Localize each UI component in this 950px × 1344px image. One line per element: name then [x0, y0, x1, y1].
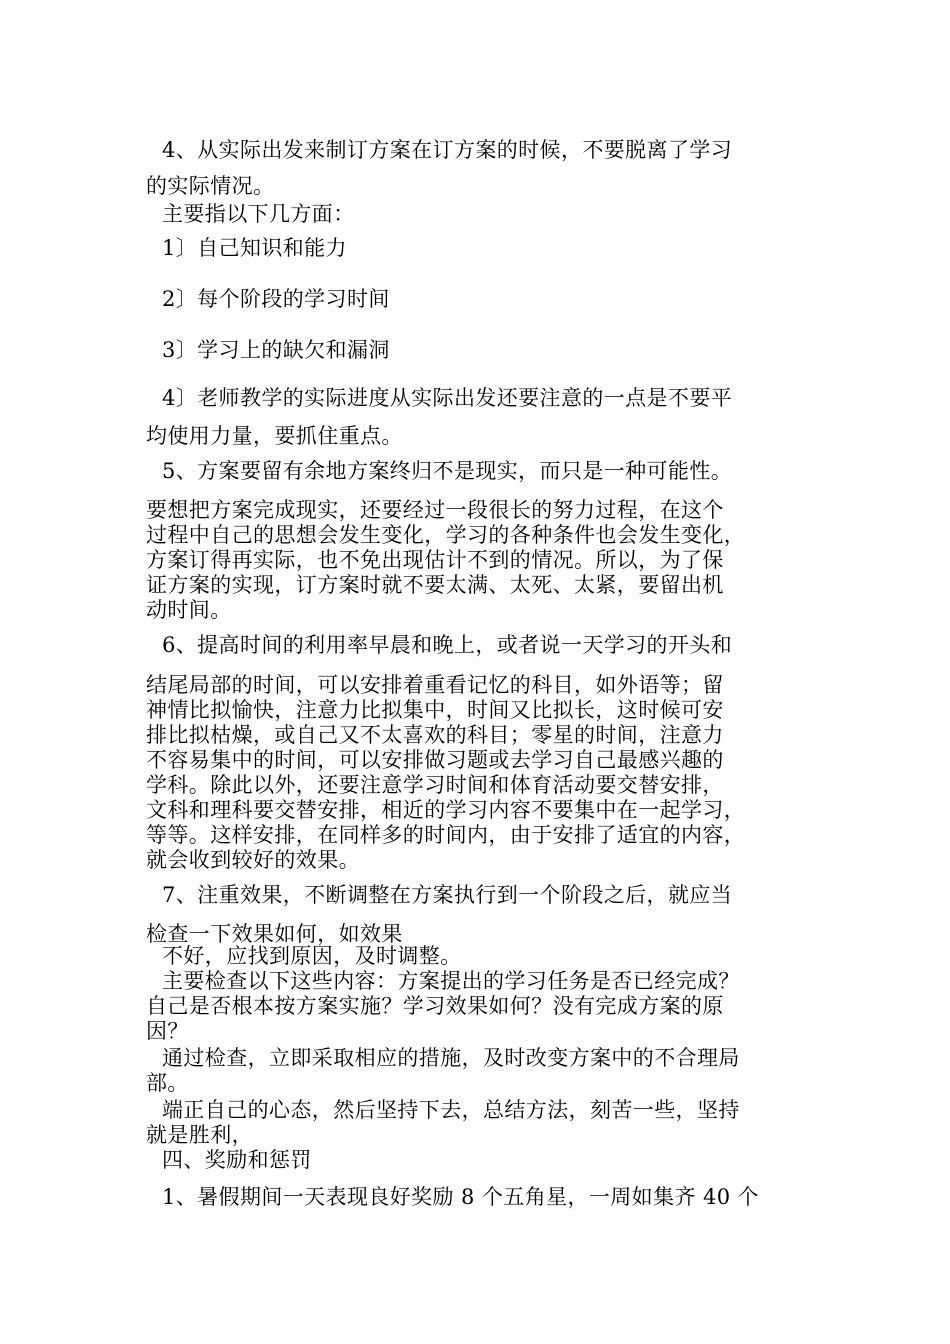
check-paragraph-line-2: 自己是否根本按方案实施？学习效果如何？没有完成方案的原: [146, 994, 724, 1018]
paragraph-4-line-2: 的实际情况。: [146, 174, 275, 198]
paragraph-5-line-6: 动时间。: [146, 598, 232, 622]
reward-line-1: 1、暑假期间一天表现良好奖励 8 个五角星，一周如集齐 40 个: [162, 1185, 759, 1209]
list-item-3: 3〕学习上的缺欠和漏洞: [162, 338, 390, 362]
measure-paragraph-line-1: 通过检查，立即采取相应的措施，及时改变方案中的不合理局: [162, 1046, 740, 1070]
paragraph-6-line-2: 结尾局部的时间，可以安排着重看记忆的科目，如外语等；留: [146, 673, 724, 697]
paragraph-5-line-4: 方案订得再实际，也不免出现估计不到的情况。所以，为了保: [146, 548, 724, 572]
measure-paragraph-line-2: 部。: [146, 1071, 189, 1095]
paragraph-6-line-7: 文科和理科要交替安排，相近的学习内容不要集中在一起学习，: [146, 798, 746, 822]
paragraph-5-line-1: 5、方案要留有余地方案终归不是现实，而只是一种可能性。: [162, 459, 733, 483]
paragraph-7-line-3: 不好，应找到原因，及时调整。: [162, 944, 462, 968]
paragraph-6-line-1: 6、提高时间的利用率早晨和晚上，或者说一天学习的开头和: [162, 633, 733, 657]
paragraph-4-line-1: 4、从实际出发来制订方案在订方案的时候，不要脱离了学习: [162, 138, 733, 162]
paragraph-5-line-2: 要想把方案完成现实，还要经过一段很长的努力过程，在这个: [146, 498, 724, 522]
paragraph-6-line-8: 等等。这样安排，在同样多的时间内，由于安排了适宜的内容，: [146, 823, 746, 847]
check-paragraph-line-3: 因？: [146, 1019, 189, 1043]
paragraph-6-line-9: 就会收到较好的效果。: [146, 848, 360, 872]
main-points-heading: 主要指以下几方面：: [162, 202, 355, 226]
check-paragraph-line-1: 主要检查以下这些内容：方案提出的学习任务是否已经完成？: [162, 969, 740, 993]
paragraph-6-line-6: 学科。除此以外，还要注意学习时间和体育活动要交替安排，: [146, 773, 724, 797]
paragraph-6-line-3: 神情比拟愉快，注意力比拟集中，时间又比拟长，这时候可安: [146, 698, 724, 722]
paragraph-7-line-1: 7、注重效果，不断调整在方案执行到一个阶段之后，就应当: [162, 883, 733, 907]
paragraph-5-line-3: 过程中自己的思想会发生变化，学习的各种条件也会发生变化，: [146, 523, 746, 547]
list-item-4-line-1: 4〕老师教学的实际进度从实际出发还要注意的一点是不要平: [162, 386, 733, 410]
paragraph-6-line-4: 排比拟枯燥，或自己又不太喜欢的科目；零星的时间，注意力: [146, 723, 724, 747]
attitude-paragraph-line-1: 端正自己的心态，然后坚持下去，总结方法，刻苦一些，坚持: [162, 1098, 740, 1122]
list-item-2: 2〕每个阶段的学习时间: [162, 287, 390, 311]
list-item-4-line-2: 均使用力量，要抓住重点。: [146, 424, 403, 448]
paragraph-7-line-2: 检查一下效果如何，如效果: [146, 922, 403, 946]
list-item-1: 1〕自己知识和能力: [162, 236, 347, 260]
attitude-paragraph-line-2: 就是胜利，: [146, 1123, 253, 1147]
paragraph-6-line-5: 不容易集中的时间，可以安排做习题或去学习自己最感兴趣的: [146, 748, 724, 772]
section-4-heading: 四、奖励和惩罚: [162, 1148, 312, 1172]
paragraph-5-line-5: 证方案的实现，订方案时就不要太满、太死、太紧，要留出机: [146, 573, 724, 597]
